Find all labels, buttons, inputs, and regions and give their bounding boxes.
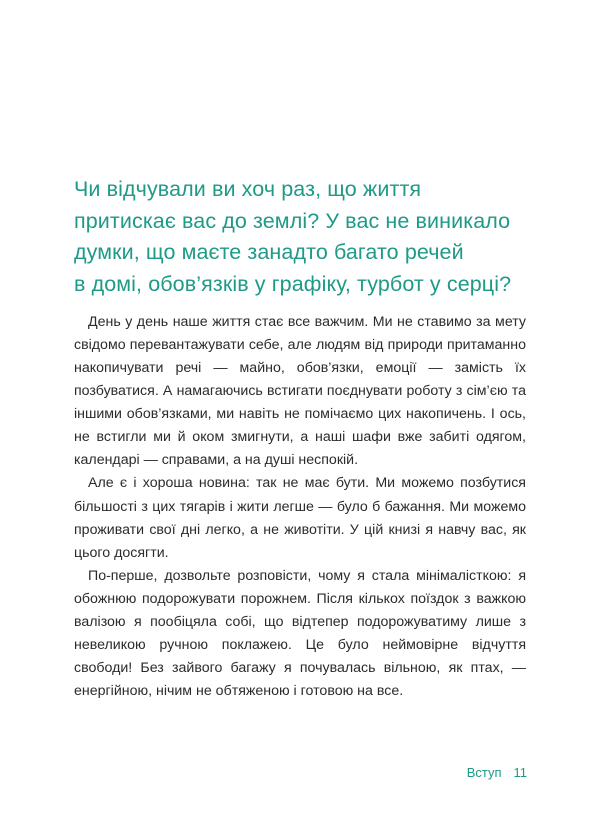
- body-paragraph: День у день наше життя стає все важчим. Ми не ставимо за мету свідомо перевантажувати себе, але людям від природи притаманно накопичувати речі — майно, обов’язки, емоції — замість їх позбуватися. А намагаючись встигати поєднувати роботу з сім’єю та іншими обов’язками, ми навіть не помічаємо цих накопичень. І ось, не встигли ми й оком змигнути, а наші шафи вже забиті одягом, календарі — справами, а на душі неспокій.: [74, 313, 526, 469]
- lead-line: в домі, обов’язків у графіку, турбот у серці?: [74, 272, 512, 297]
- lead-paragraph: [74, 174, 526, 301]
- section-title: Вступ: [466, 765, 502, 780]
- lead-line: притискає вас до землі? У вас не виникало: [74, 208, 511, 233]
- body-paragraph: Але є і хороша новина: так не має бути. Ми можемо позбутися більшості з цих тягарів і жити легше — було б бажання. Ми можемо проживати свої дні легко, а не животіти. У цій книзі я навчу вас, як цього досягти.: [74, 475, 526, 561]
- body-paragraph: По-перше, дозвольте розповісти, чому я стала мінімалісткою: я обожнюю подорожувати порожнем. Після кількох поїздок з важкою валізою я пообіцяла собі, що відтепер подорожуватиму лише з невеликою ручною поклажею. Це було неймовірне відчуття свободи! Без зайвого багажу я почувалась вільною, як птах, — енергійною, нічим не обтяженою і готовою на все.: [74, 567, 526, 700]
- page-content: [74, 174, 526, 703]
- lead-line: думки, що маєте занадто багато речей: [74, 240, 464, 265]
- page-footer: [467, 765, 527, 780]
- lead-line: Чи відчували ви хоч раз, що життя: [74, 177, 422, 201]
- page-number: 11: [513, 765, 527, 780]
